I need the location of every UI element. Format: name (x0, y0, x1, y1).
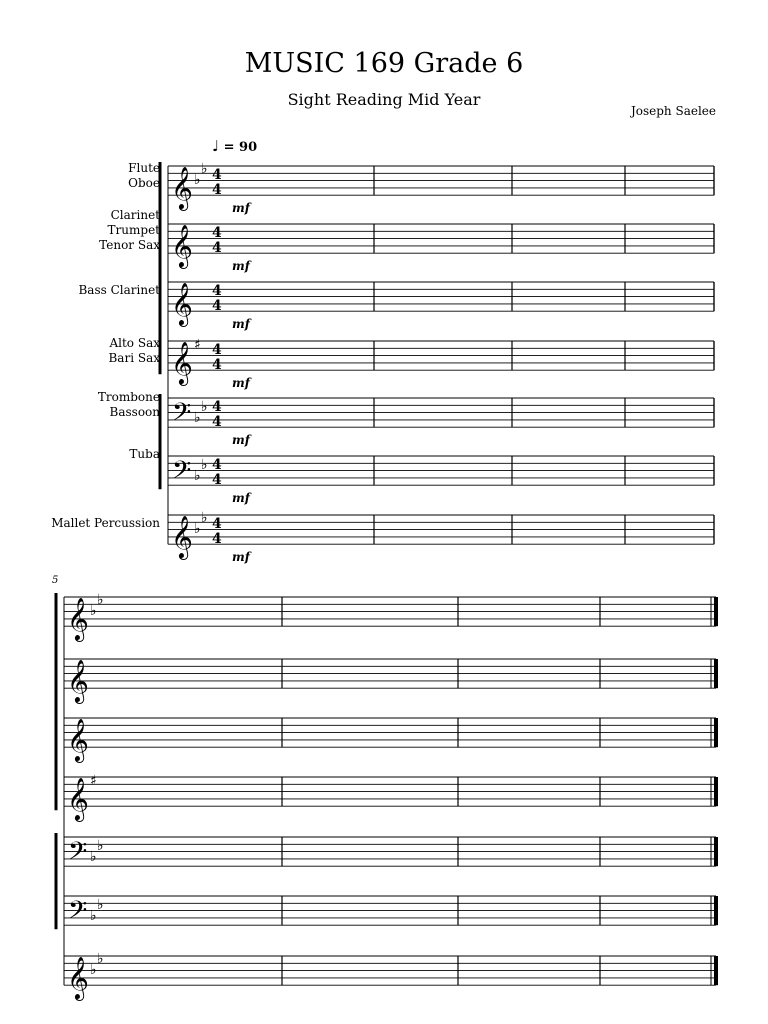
time-signature-numerator: 4 (212, 225, 222, 241)
instrument-label-flute-oboe: Flute Oboe (128, 161, 160, 190)
bass-clef-icon: 𝄢 (172, 398, 192, 433)
time-signature-numerator: 4 (212, 167, 222, 183)
flat-icon: ♭ (194, 468, 201, 484)
quarter-note-icon: ♩ (212, 137, 220, 155)
flat-icon: ♭ (97, 592, 104, 608)
dynamic-mf: mf (232, 550, 250, 564)
flat-icon: ♭ (194, 172, 201, 188)
sharp-icon: ♯ (194, 337, 201, 353)
dynamic-mf: mf (232, 317, 250, 331)
score-title: MUSIC 169 Grade 6 (244, 48, 524, 79)
flat-icon: ♭ (90, 849, 97, 865)
bass-clef-icon: 𝄢 (172, 456, 192, 491)
bass-clef-icon: 𝄢 (68, 896, 88, 931)
composer-name: Joseph Saelee (630, 104, 716, 118)
flat-icon: ♭ (90, 962, 97, 978)
flat-icon: ♭ (201, 399, 208, 415)
treble-clef-icon: 𝄞 (171, 341, 193, 384)
flat-icon: ♭ (97, 951, 104, 967)
treble-clef-icon: 𝄞 (171, 166, 193, 209)
dynamic-mf: mf (232, 201, 250, 215)
treble-clef-icon: 𝄞 (171, 282, 193, 325)
flat-icon: ♭ (201, 510, 208, 526)
dynamic-mf: mf (232, 433, 250, 447)
treble-clef-icon: 𝄞 (171, 224, 193, 267)
sharp-icon: ♯ (90, 773, 97, 789)
dynamic-mf: mf (232, 259, 250, 273)
flat-icon: ♭ (194, 410, 201, 426)
treble-clef-icon: 𝄞 (171, 515, 193, 558)
dynamic-mf: mf (232, 491, 250, 505)
treble-clef-icon: 𝄞 (67, 956, 89, 999)
time-signature-numerator: 4 (212, 516, 222, 532)
flat-icon: ♭ (90, 603, 97, 619)
flat-icon: ♭ (97, 897, 104, 913)
time-signature-denominator: 4 (212, 531, 222, 547)
flat-icon: ♭ (201, 457, 208, 473)
time-signature-denominator: 4 (212, 472, 222, 488)
score-subtitle: Sight Reading Mid Year (287, 90, 481, 109)
dynamic-mf: mf (232, 376, 250, 390)
time-signature-denominator: 4 (212, 414, 222, 430)
time-signature-denominator: 4 (212, 357, 222, 373)
time-signature-numerator: 4 (212, 399, 222, 415)
time-signature-denominator: 4 (212, 240, 222, 256)
time-signature-denominator: 4 (212, 182, 222, 198)
time-signature-numerator: 4 (212, 457, 222, 473)
instrument-label-clarinet-trumpet-tenor-sax: Clarinet Trumpet Tenor Sax (99, 208, 160, 252)
treble-clef-icon: 𝄞 (67, 718, 89, 761)
instrument-label-tuba: Tuba (129, 447, 160, 461)
flat-icon: ♭ (194, 521, 201, 537)
flat-icon: ♭ (97, 838, 104, 854)
instrument-label-bass-clarinet: Bass Clarinet (78, 283, 160, 297)
bass-clef-icon: 𝄢 (68, 837, 88, 872)
treble-clef-icon: 𝄞 (67, 777, 89, 820)
time-signature-numerator: 4 (212, 342, 222, 358)
treble-clef-icon: 𝄞 (67, 659, 89, 702)
flat-icon: ♭ (90, 908, 97, 924)
time-signature-denominator: 4 (212, 298, 222, 314)
instrument-label-mallet-percussion: Mallet Percussion (51, 516, 160, 530)
time-signature-numerator: 4 (212, 283, 222, 299)
measure-number-5: 5 (52, 575, 59, 586)
instrument-label-alto-bari-sax: Alto Sax Bari Sax (108, 336, 160, 365)
instrument-label-trombone-bassoon: Trombone Bassoon (97, 390, 160, 419)
treble-clef-icon: 𝄞 (67, 597, 89, 640)
flat-icon: ♭ (201, 161, 208, 177)
tempo-value: = 90 (223, 140, 258, 155)
